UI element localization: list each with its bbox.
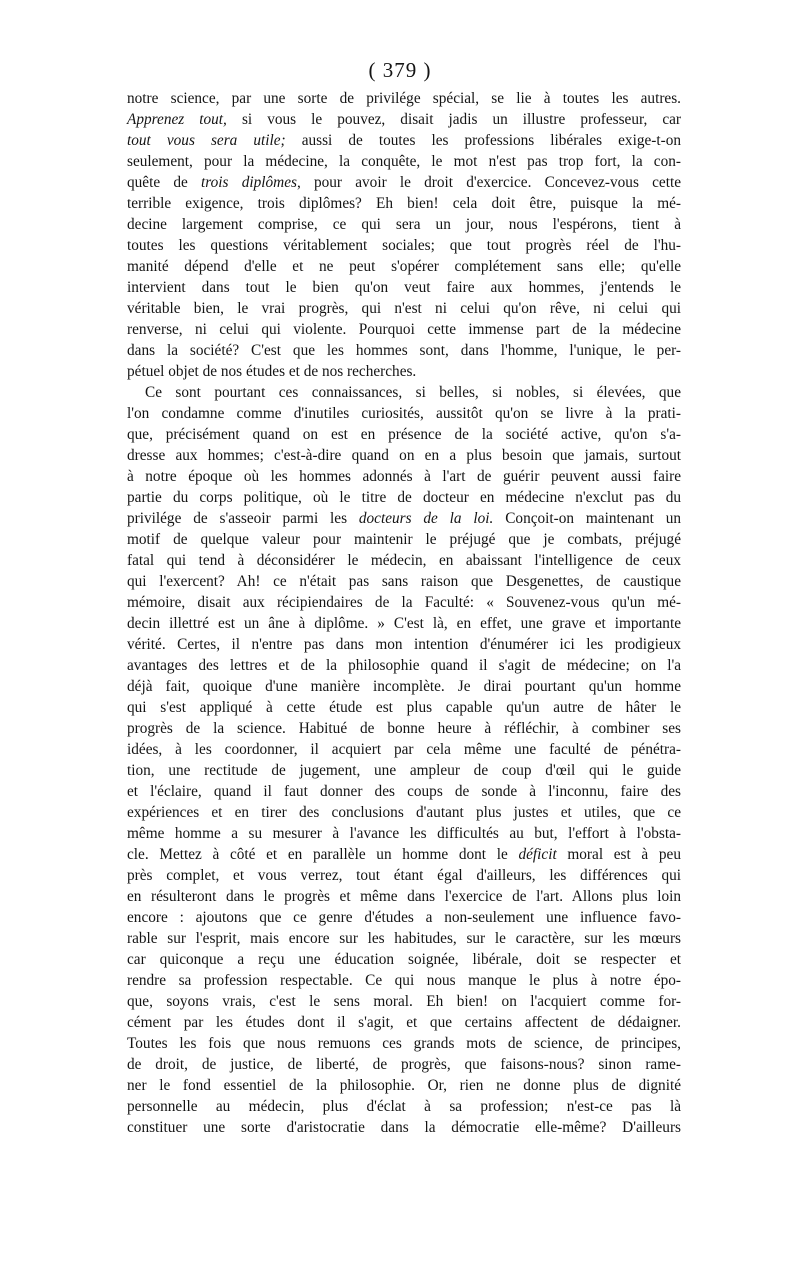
text-line xyxy=(127,928,681,949)
italic-text: docteurs de la loi. xyxy=(358,510,494,527)
text-line xyxy=(127,403,681,424)
text-segment: moral est à peu xyxy=(556,846,681,863)
text-segment: cément par les études dont il s'agit, et que certains affectent de dédaigner. xyxy=(127,1014,681,1031)
text-segment: qui s'est appliqué à cette étude est plus capable qu'un autre de hâter le xyxy=(127,699,681,716)
text-line xyxy=(127,319,681,340)
italic-text: Apprenez tout, xyxy=(127,111,227,128)
text-line xyxy=(127,781,681,802)
text-segment: renverse, ni celui qui violente. Pourquoi cette immense part de la médecine xyxy=(127,321,681,338)
text-line xyxy=(127,634,681,655)
text-segment: idées, à les coordonner, il acquiert par cela même une faculté de pénétra- xyxy=(127,741,681,758)
text-line xyxy=(127,109,681,130)
text-line xyxy=(127,1096,681,1117)
text-segment: personnelle au médecin, plus d'éclat à sa profession; n'est-ce pas là xyxy=(127,1098,681,1115)
text-line xyxy=(127,235,681,256)
text-segment: decin illettré est un âne à diplôme. » C'est là, en effet, une grave et importante xyxy=(127,615,681,632)
italic-text: déficit xyxy=(518,846,557,863)
text-segment: constituer une sorte d'aristocratie dans la démocratie elle-même? D'ailleurs xyxy=(127,1119,681,1136)
text-line xyxy=(127,193,681,214)
text-segment: cle. Mettez à côté et en parallèle un homme dont le xyxy=(127,846,519,863)
text-segment: aussi de toutes les professions libérales exige-t-on xyxy=(285,132,682,149)
text-segment: avantages des lettres et de la philosophie quand il s'agit de médecine; on l'a xyxy=(127,657,681,674)
page-number: ( 379 ) xyxy=(368,58,432,82)
text-line xyxy=(127,214,681,235)
text-segment: et l'éclaire, quand il faut donner des coups de sonde à l'inconnu, faire des xyxy=(127,783,681,800)
text-segment: qui l'exercent? Ah! ce n'était pas sans raison que Desgenettes, de caustique xyxy=(127,573,681,590)
text-segment: tion, une rectitude de jugement, une ampleur de coup d'œil qui le guide xyxy=(127,762,681,779)
text-line xyxy=(127,802,681,823)
text-segment: encore : ajoutons que ce genre d'études a non-seulement une influence favo- xyxy=(127,909,681,926)
italic-text: trois diplômes xyxy=(201,174,297,191)
text-segment: intervient dans tout le bien qu'on veut faire aux hommes, j'entends le xyxy=(127,279,681,296)
text-segment: de droit, de justice, de liberté, de progrès, que faisons-nous? sinon rame- xyxy=(127,1056,681,1073)
text-segment: dans la société? C'est que les hommes sont, dans l'homme, l'unique, le per- xyxy=(127,342,681,359)
text-segment: que, soyons vrais, c'est le sens moral. Eh bien! on l'acquiert comme for- xyxy=(127,993,681,1010)
text-line xyxy=(127,718,681,739)
text-segment: decine largement comprise, ce qui sera un jour, nous l'espérons, tient à xyxy=(127,216,681,233)
text-line xyxy=(127,298,681,319)
text-segment: toutes les questions véritablement sociales; que tout progrès réel de l'hu- xyxy=(127,237,681,254)
text-segment: Ce sont pourtant ces connaissances, si belles, si nobles, si élevées, que xyxy=(145,384,681,401)
text-segment: privilége de s'asseoir parmi les xyxy=(127,510,359,527)
text-segment: si vous le pouvez, disait jadis un illustre professeur, car xyxy=(226,111,681,128)
text-line xyxy=(127,550,681,571)
text-segment: Conçoit-on maintenant un xyxy=(493,510,681,527)
text-line xyxy=(127,907,681,928)
text-line xyxy=(127,277,681,298)
text-segment: fatal qui tend à déconsidérer le médecin, en abaissant l'intelligence de ceux xyxy=(127,552,681,569)
text-segment: expériences et en tirer des conclusions d'autant plus justes et utiles, que ce xyxy=(127,804,681,821)
text-segment: l'on condamne comme d'inutiles curiosités, aussitôt qu'on se livre à la prati- xyxy=(127,405,681,422)
text-line xyxy=(127,844,681,865)
text-line xyxy=(127,151,681,172)
text-line xyxy=(127,991,681,1012)
text-segment: car quiconque a reçu une éducation soignée, libérale, doit se respecter et xyxy=(127,951,681,968)
text-segment: près complet, et vous verrez, tout étant égal d'ailleurs, les différences qui xyxy=(127,867,681,884)
text-line xyxy=(127,340,681,361)
text-segment: partie du corps politique, où le titre de docteur en médecine n'exclut pas du xyxy=(127,489,681,506)
text-segment: mémoire, disait aux récipiendaires de la Faculté: « Souvenez-vous qu'un mé- xyxy=(127,594,681,611)
text-line xyxy=(127,382,681,403)
text-line xyxy=(127,592,681,613)
text-segment: ner le fond essentiel de la philosophie. Or, rien ne donne plus de dignité xyxy=(127,1077,681,1094)
text-segment: dresse aux hommes; c'est-à-dire quand on en a plus besoin que jamais, surtout xyxy=(127,447,681,464)
text-segment: en résulteront dans le progrès et même dans l'exercice de l'art. Allons plus loin xyxy=(127,888,681,905)
text-line xyxy=(127,886,681,907)
text-line xyxy=(127,697,681,718)
text-line xyxy=(127,1075,681,1096)
text-line xyxy=(127,760,681,781)
text-segment: quête de xyxy=(127,174,201,191)
text-line xyxy=(127,865,681,886)
text-segment: rable sur l'esprit, mais encore sur les habitudes, sur le caractère, sur les mœurs xyxy=(127,930,681,947)
text-segment: manité dépend d'elle et ne peut s'opérer complétement sans elle; qu'elle xyxy=(127,258,681,275)
text-line xyxy=(127,571,681,592)
text-line xyxy=(127,88,681,109)
text-line xyxy=(127,487,681,508)
text-segment: déjà fait, quoique d'une manière incomplète. Je dirai pourtant qu'un homme xyxy=(127,678,681,695)
text-segment: même homme a su mesurer à l'avance les difficultés au but, l'effort à l'obsta- xyxy=(127,825,681,842)
text-line xyxy=(127,655,681,676)
text-line xyxy=(127,970,681,991)
text-segment: que, précisément quand on est en présence de la société active, qu'on s'a- xyxy=(127,426,681,443)
text-segment: seulement, pour la médecine, la conquête, le mot n'est pas trop fort, la con- xyxy=(127,153,681,170)
text-line xyxy=(127,613,681,634)
text-line xyxy=(127,1012,681,1033)
text-segment: progrès de la science. Habitué de bonne heure à réfléchir, à combiner ses xyxy=(127,720,681,737)
body-text xyxy=(127,88,681,1138)
text-line xyxy=(127,424,681,445)
text-segment: à notre époque où les hommes adonnés à l'art de guérir peuvent aussi faire xyxy=(127,468,681,485)
text-line xyxy=(127,823,681,844)
text-line xyxy=(127,529,681,550)
text-line xyxy=(127,130,681,151)
text-segment: vérité. Certes, il n'entre pas dans mon intention d'énumérer ici les prodigieux xyxy=(127,636,681,653)
text-line xyxy=(127,508,681,529)
text-segment: , pour avoir le droit d'exercice. Concevez-vous cette xyxy=(296,174,681,191)
text-segment: rendre sa profession respectable. Ce qui nous manque le plus à notre épo- xyxy=(127,972,681,989)
text-line xyxy=(127,676,681,697)
text-segment: pétuel objet de nos études et de nos recherches. xyxy=(127,363,417,380)
text-segment: motif de quelque valeur pour maintenir le préjugé que je combats, préjugé xyxy=(127,531,681,548)
text-segment: notre science, par une sorte de privilége spécial, se lie à toutes les autres. xyxy=(127,90,681,107)
text-line xyxy=(127,466,681,487)
text-segment: terrible exigence, trois diplômes? Eh bien! cela doit être, puisque la mé- xyxy=(127,195,681,212)
text-line xyxy=(127,172,681,193)
text-line xyxy=(127,256,681,277)
text-line xyxy=(127,1117,681,1138)
text-segment: Toutes les fois que nous remuons ces grands mots de science, de principes, xyxy=(127,1035,681,1052)
text-line xyxy=(127,739,681,760)
text-line xyxy=(127,1054,681,1075)
text-line xyxy=(127,445,681,466)
text-segment: véritable bien, le vrai progrès, qui n'est ni celui qu'on rêve, ni celui qui xyxy=(127,300,681,317)
italic-text: tout vous sera utile; xyxy=(127,132,286,149)
text-line xyxy=(127,949,681,970)
text-line xyxy=(127,1033,681,1054)
text-line xyxy=(127,361,681,382)
